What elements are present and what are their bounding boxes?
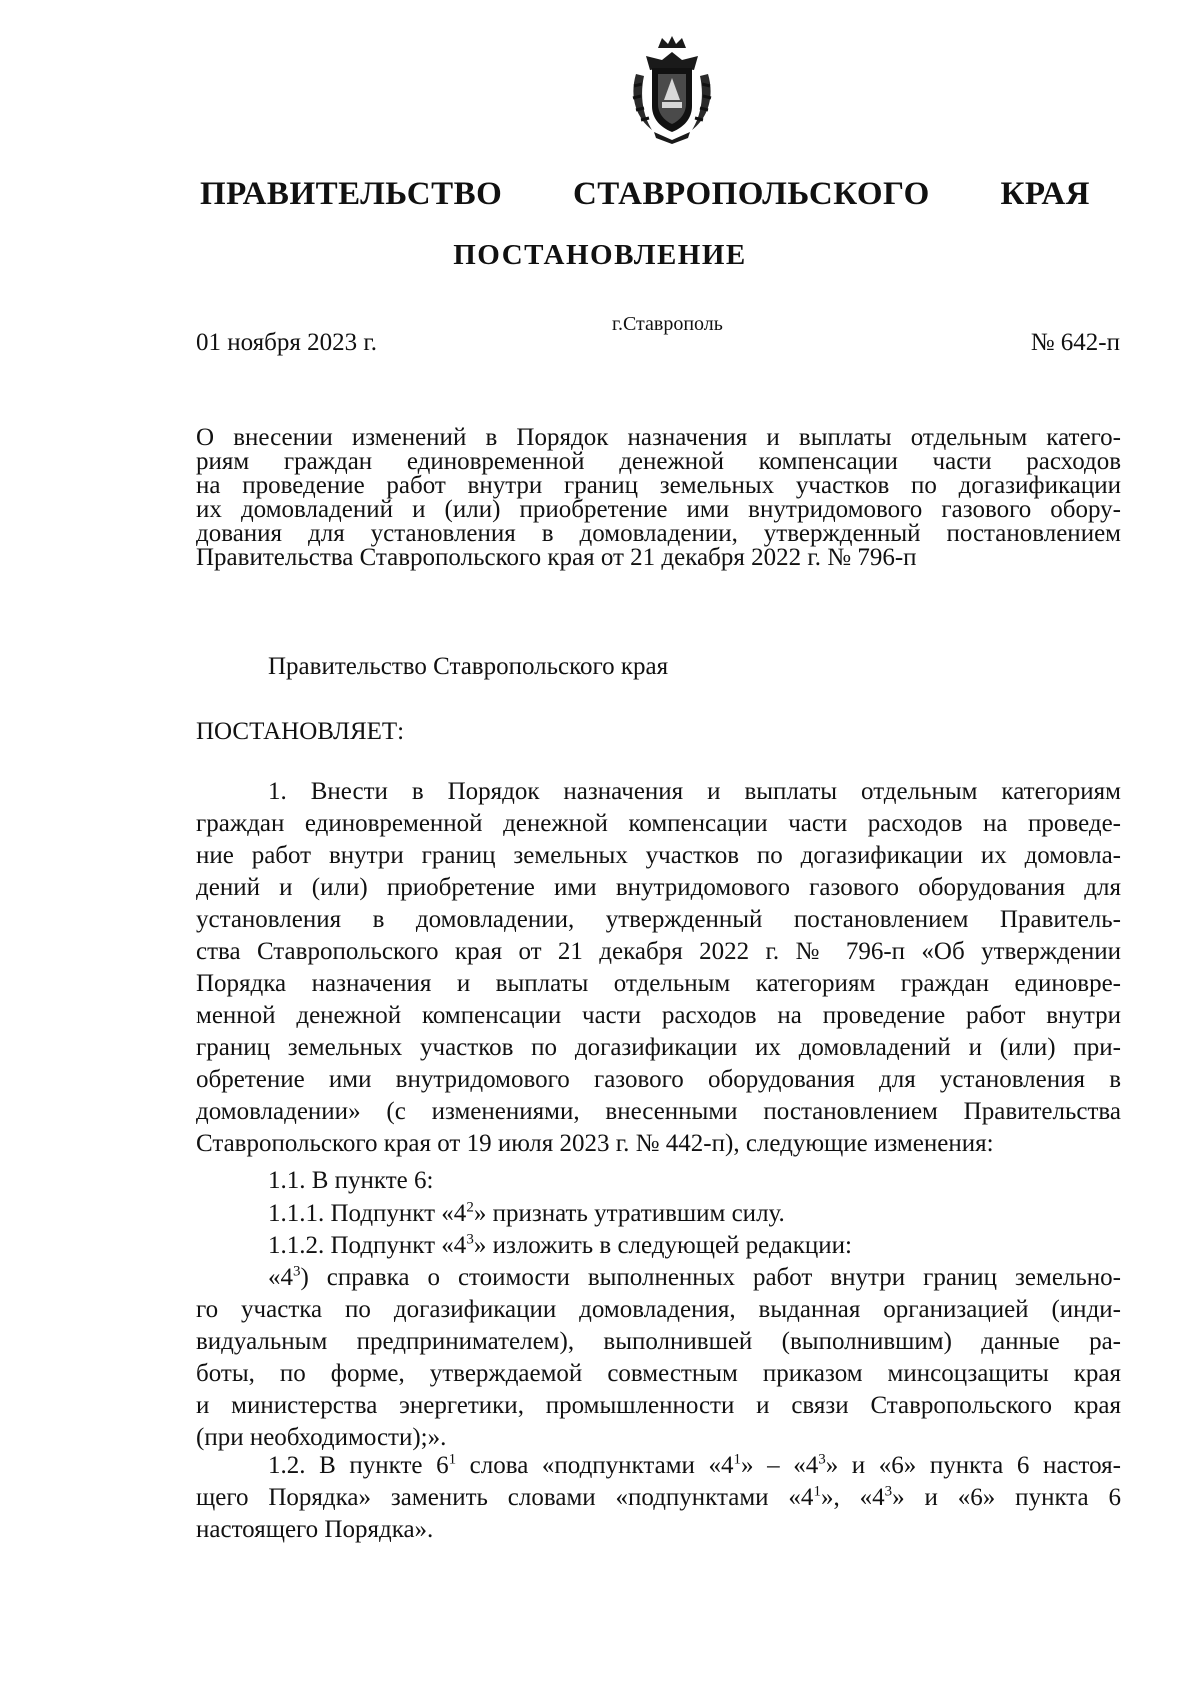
subject-line: Правительства Ставропольского края от 21 декабря 2022 г. № 796-п: [196, 544, 917, 571]
gov-title-word: СТАВРОПОЛЬСКОГО: [572, 176, 930, 212]
item-1-1-2: [268, 1230, 1121, 1262]
document-type: ПОСТАНОВЛЕНИЕ: [453, 239, 747, 271]
paragraph-line: видуальным предпринимателем), выполнившей (выполнившим) данные ра-: [196, 1328, 1121, 1355]
paragraph-1: [196, 776, 1121, 1160]
paragraph-line: боты, по форме, утверждаемой совместным приказом минсоцзащиты края: [196, 1360, 1121, 1387]
superscript: 3: [466, 1231, 474, 1248]
item-text: » изложить в следующей редакции:: [473, 1232, 852, 1259]
subject-line: на проведение работ внутри границ земельных участков по догазификации: [196, 472, 1121, 499]
document-subject: [196, 426, 1121, 570]
paragraph-line: установления в домовладении, утвержденный постановлением Правитель-: [196, 906, 1121, 933]
item-text: 1.1.2. Подпункт «4: [268, 1232, 467, 1259]
superscript: 2: [466, 1199, 474, 1216]
gov-title-word: КРАЯ: [1000, 176, 1090, 212]
superscript: 1: [733, 1451, 741, 1468]
gov-title-word: ПРАВИТЕЛЬСТВО: [200, 176, 503, 212]
superscript: 1: [813, 1483, 821, 1500]
item-text: » – «4: [741, 1452, 819, 1479]
superscript: 3: [818, 1451, 826, 1468]
paragraph-line: Ставропольского края от 19 июля 2023 г. № 442-п), следующие изменения:: [196, 1130, 994, 1157]
decree-word: ПОСТАНОВЛЯЕТ:: [196, 718, 405, 745]
paragraph-line: ние работ внутри границ земельных участков по догазификации их домовла-: [196, 842, 1121, 869]
paragraph-line: [196, 1262, 1121, 1294]
paragraph-line: граждан единовременной денежной компенсации части расходов на проведе-: [196, 810, 1121, 837]
superscript: 3: [884, 1483, 893, 1500]
paragraph-line: и министерства энергетики, промышленности и связи Ставропольского края: [196, 1392, 1121, 1419]
paragraph-line: ства Ставропольского края от 21 декабря 2022 г. № 796-п «Об утверждении: [196, 938, 1121, 965]
government-title: [200, 174, 1090, 214]
item-1-1-1: [268, 1198, 1121, 1230]
paragraph-line: настоящего Порядка».: [196, 1516, 434, 1543]
item-text: «4: [268, 1264, 293, 1291]
intro-text: Правительство Ставропольского края: [268, 653, 669, 680]
subject-line: их домовладений и (или) приобретение ими внутридомового газового обору-: [196, 496, 1121, 523]
paragraph-line: [196, 1450, 1121, 1482]
item-text: щего Порядка» заменить словами «подпунктами «4: [196, 1484, 814, 1511]
superscript: 1: [448, 1451, 457, 1468]
item-text: », «4: [820, 1484, 885, 1511]
quoted-subitem: [196, 1262, 1121, 1454]
paragraph-line: 1. Внести в Порядок назначения и выплаты отдельным категориям: [268, 778, 1121, 805]
paragraph-line: Порядка назначения и выплаты отдельным категориям граждан единовре-: [196, 970, 1121, 997]
paragraph-line: менной денежной компенсации части расходов на проведение работ внутри: [196, 1002, 1121, 1029]
subject-line: риям граждан единовременной денежной компенсации части расходов: [196, 448, 1121, 475]
paragraph-line: домовладении» (с изменениями, внесенными постановлением Правительства: [196, 1098, 1121, 1125]
item-text: 1.2. В пункте 6: [268, 1452, 449, 1479]
item-text: » и «6» пункта 6 настоя-: [825, 1452, 1121, 1479]
item-1-1: 1.1. В пункте 6:: [268, 1167, 434, 1194]
subject-line: дования для установления в домовладении, утвержденный постановлением: [196, 520, 1121, 547]
item-text: 1.1.1. Подпункт «4: [268, 1200, 467, 1227]
coat-of-arms-icon: [628, 34, 716, 144]
item-text: слова «подпунктами «4: [456, 1452, 734, 1479]
paragraph-line: [196, 1482, 1121, 1514]
superscript: 3: [293, 1263, 301, 1280]
subject-line: О внесении изменений в Порядок назначения и выплаты отдельным катего-: [196, 424, 1121, 451]
item-text: » признать утратившим силу.: [473, 1200, 785, 1227]
item-text: » и «6» пункта 6: [892, 1484, 1121, 1511]
document-number: № 642-п: [1030, 329, 1120, 356]
item-text: ) справка о стоимости выполненных работ внутри границ земельно-: [300, 1264, 1121, 1291]
paragraph-line: (при необходимости);».: [196, 1424, 447, 1451]
paragraph-line: обретение ими внутридомового газового оборудования для установления в: [196, 1066, 1121, 1093]
paragraph-line: го участка по догазификации домовладения, выданная организацией (инди-: [196, 1296, 1121, 1323]
paragraph-line: дений и (или) приобретение ими внутридомового газового оборудования для: [196, 874, 1121, 901]
document-date: 01 ноября 2023 г.: [196, 329, 378, 356]
document-city: г.Ставрополь: [612, 313, 723, 335]
item-1-2: [196, 1450, 1121, 1546]
paragraph-line: границ земельных участков по догазификации их домовладений и (или) при-: [196, 1034, 1121, 1061]
